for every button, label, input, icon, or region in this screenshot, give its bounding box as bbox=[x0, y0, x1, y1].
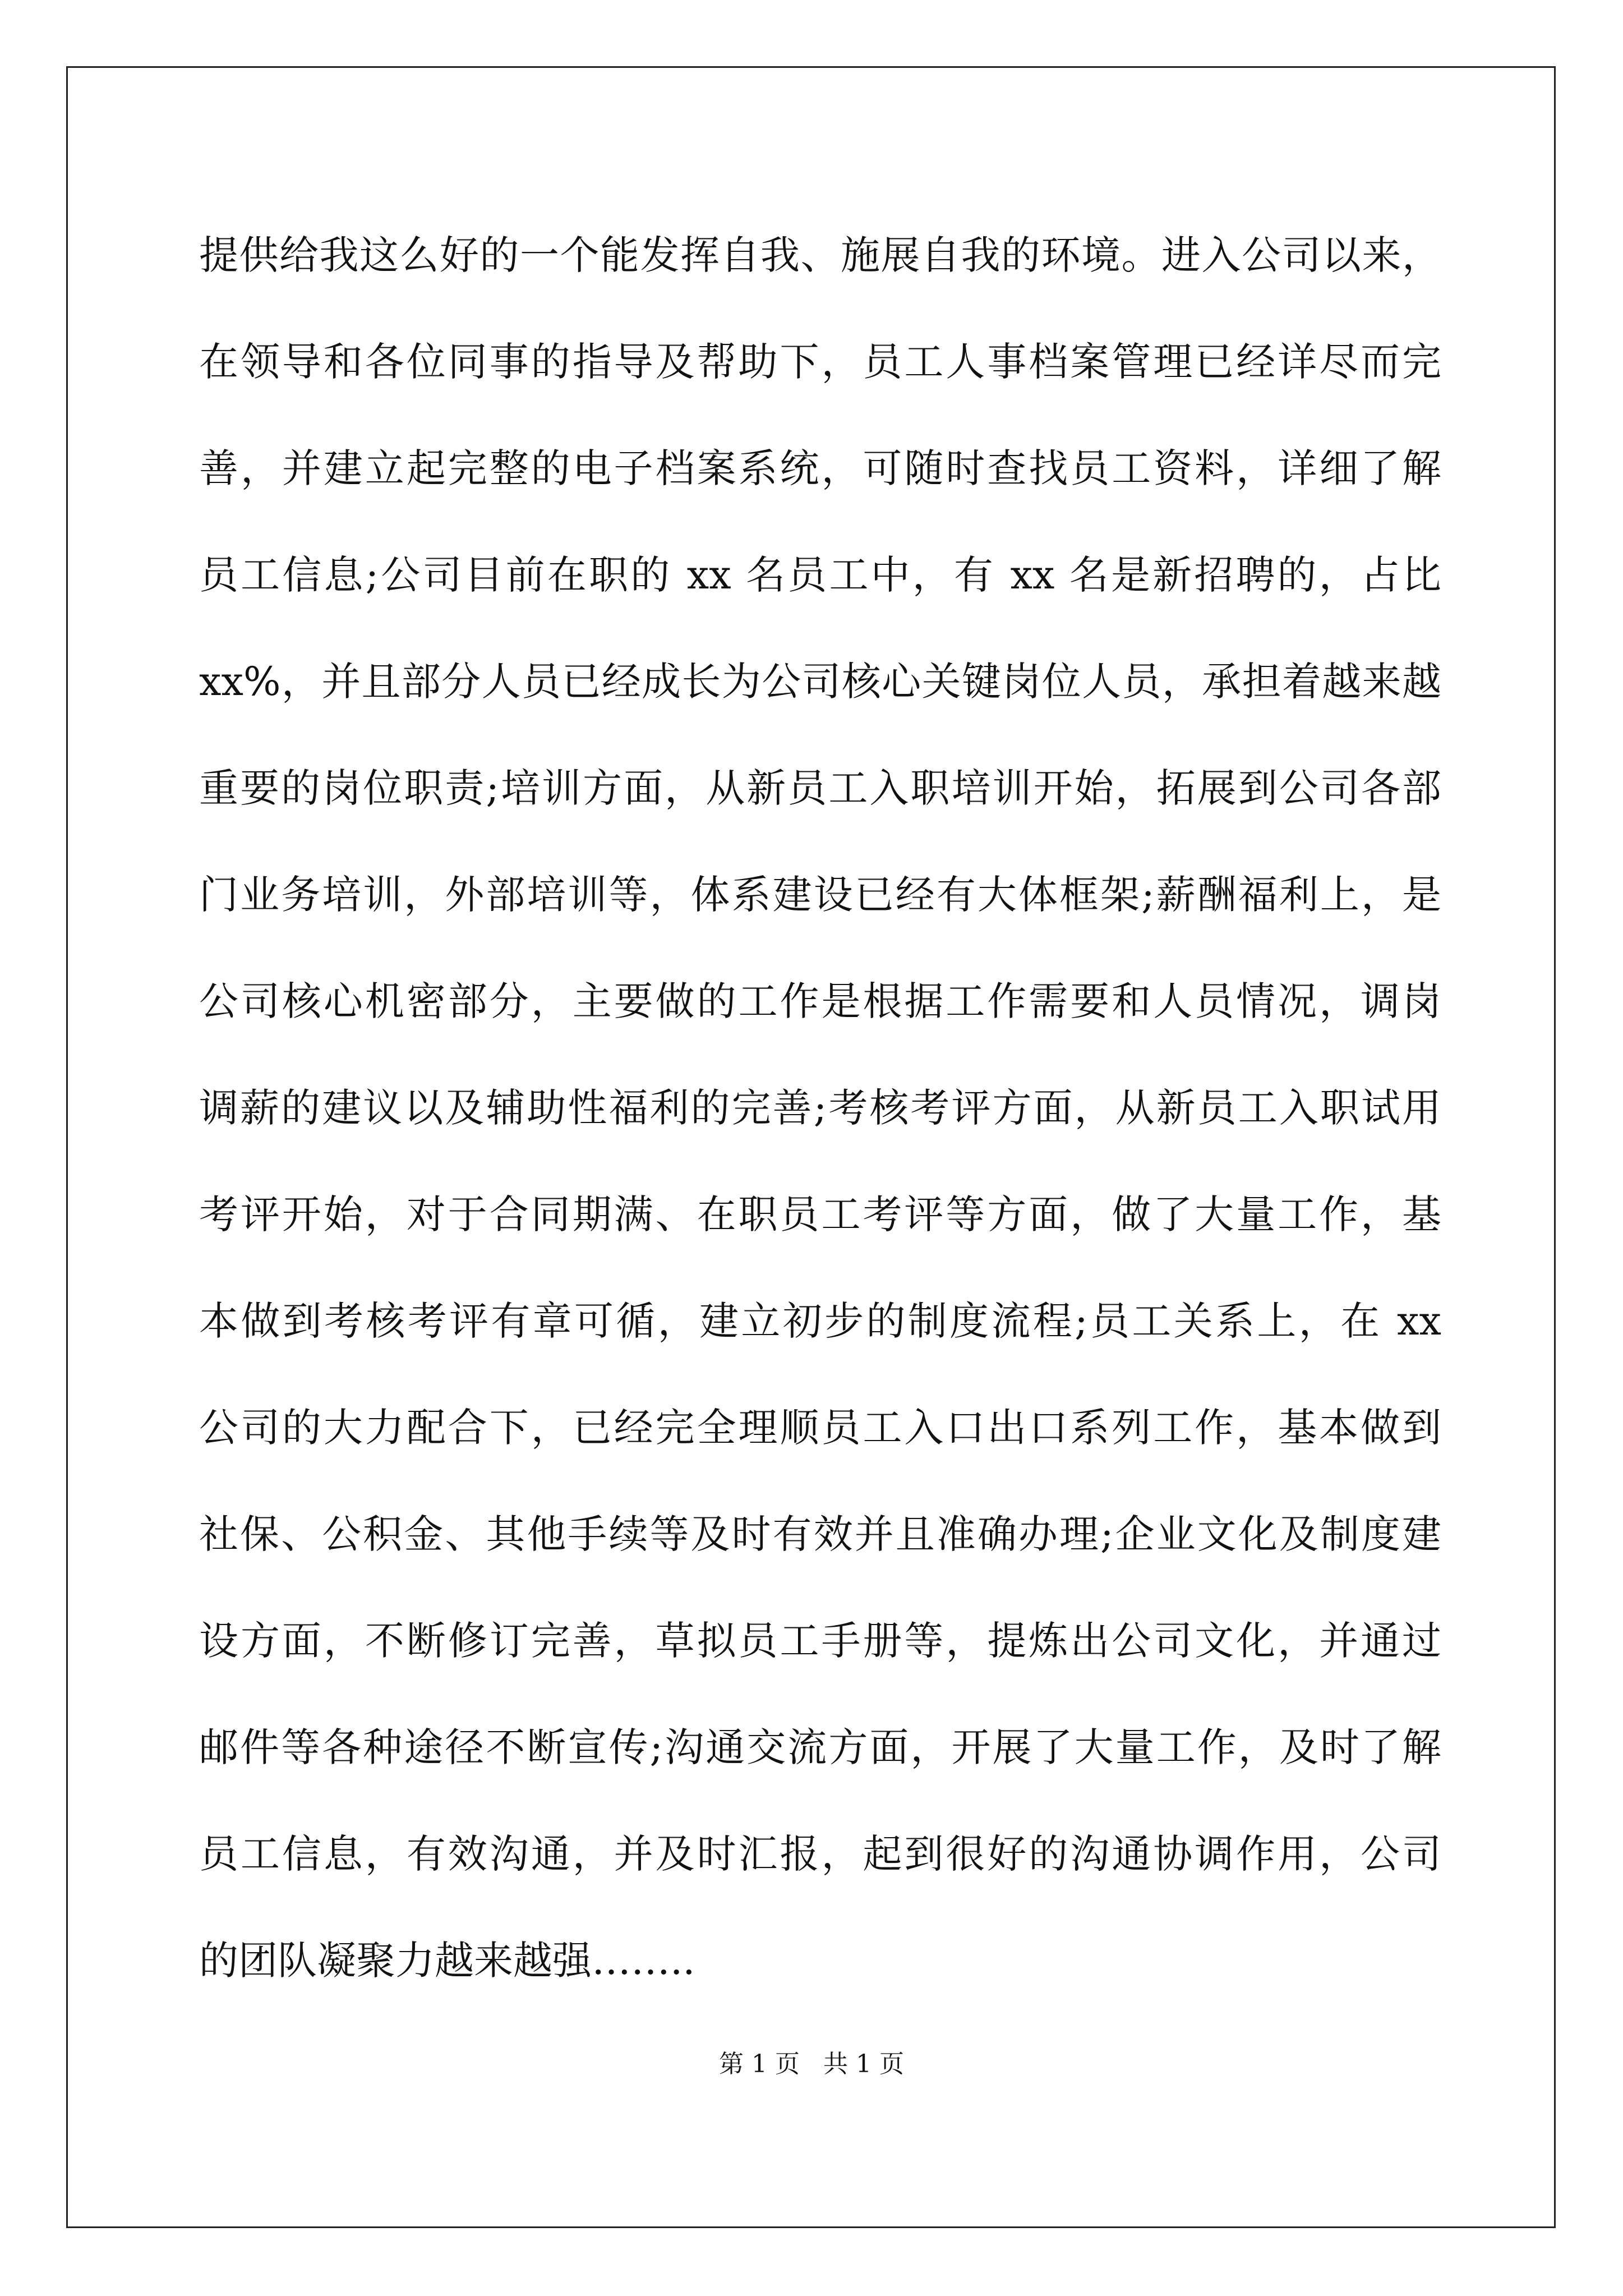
document-body bbox=[199, 202, 1441, 2014]
body-line: 重要的岗位职责;培训方面，从新员工入职培训开始，拓展到公司各部 bbox=[199, 765, 1441, 811]
page-total: 共 1 页 bbox=[823, 2050, 904, 2078]
body-line: 员工信息;公司目前在职的 xx 名员工中，有 xx 名是新招聘的，占比 bbox=[199, 552, 1441, 598]
body-line: xx%，并且部分人员已经成长为公司核心关键岗位人员，承担着越来越 bbox=[199, 659, 1441, 705]
body-line-last: 的团队凝聚力越来越强…….. bbox=[199, 1938, 695, 1984]
body-line: 员工信息，有效沟通，并及时汇报，起到很好的沟通协调作用，公司 bbox=[199, 1831, 1441, 1877]
body-line: 善，并建立起完整的电子档案系统，可随时查找员工资料，详细了解 bbox=[199, 445, 1441, 491]
body-line: 本做到考核考评有章可循，建立初步的制度流程;员工关系上，在 xx bbox=[199, 1298, 1441, 1344]
page-footer bbox=[0, 2047, 1623, 2081]
body-line: 门业务培训，外部培训等，体系建设已经有大体框架;薪酬福利上，是 bbox=[199, 872, 1441, 918]
body-line: 公司核心机密部分，主要做的工作是根据工作需要和人员情况，调岗 bbox=[199, 978, 1441, 1024]
page-number: 第 1 页 bbox=[719, 2050, 800, 2078]
body-line: 公司的大力配合下，已经完全理顺员工入口出口系列工作，基本做到 bbox=[199, 1405, 1441, 1451]
body-line: 考评开始，对于合同期满、在职员工考评等方面，做了大量工作，基 bbox=[199, 1191, 1441, 1237]
body-line: 设方面，不断修订完善，草拟员工手册等，提炼出公司文化，并通过 bbox=[199, 1618, 1441, 1664]
body-line: 在领导和各位同事的指导及帮助下，员工人事档案管理已经详尽而完 bbox=[199, 339, 1441, 385]
body-line: 调薪的建议以及辅助性福利的完善;考核考评方面，从新员工入职试用 bbox=[199, 1085, 1441, 1131]
body-line: 提供给我这么好的一个能发挥自我、施展自我的环境。进入公司以来， bbox=[199, 232, 1441, 278]
body-line: 社保、公积金、其他手续等及时有效并且准确办理;企业文化及制度建 bbox=[199, 1511, 1441, 1557]
body-line: 邮件等各种途径不断宣传;沟通交流方面，开展了大量工作，及时了解 bbox=[199, 1724, 1441, 1770]
